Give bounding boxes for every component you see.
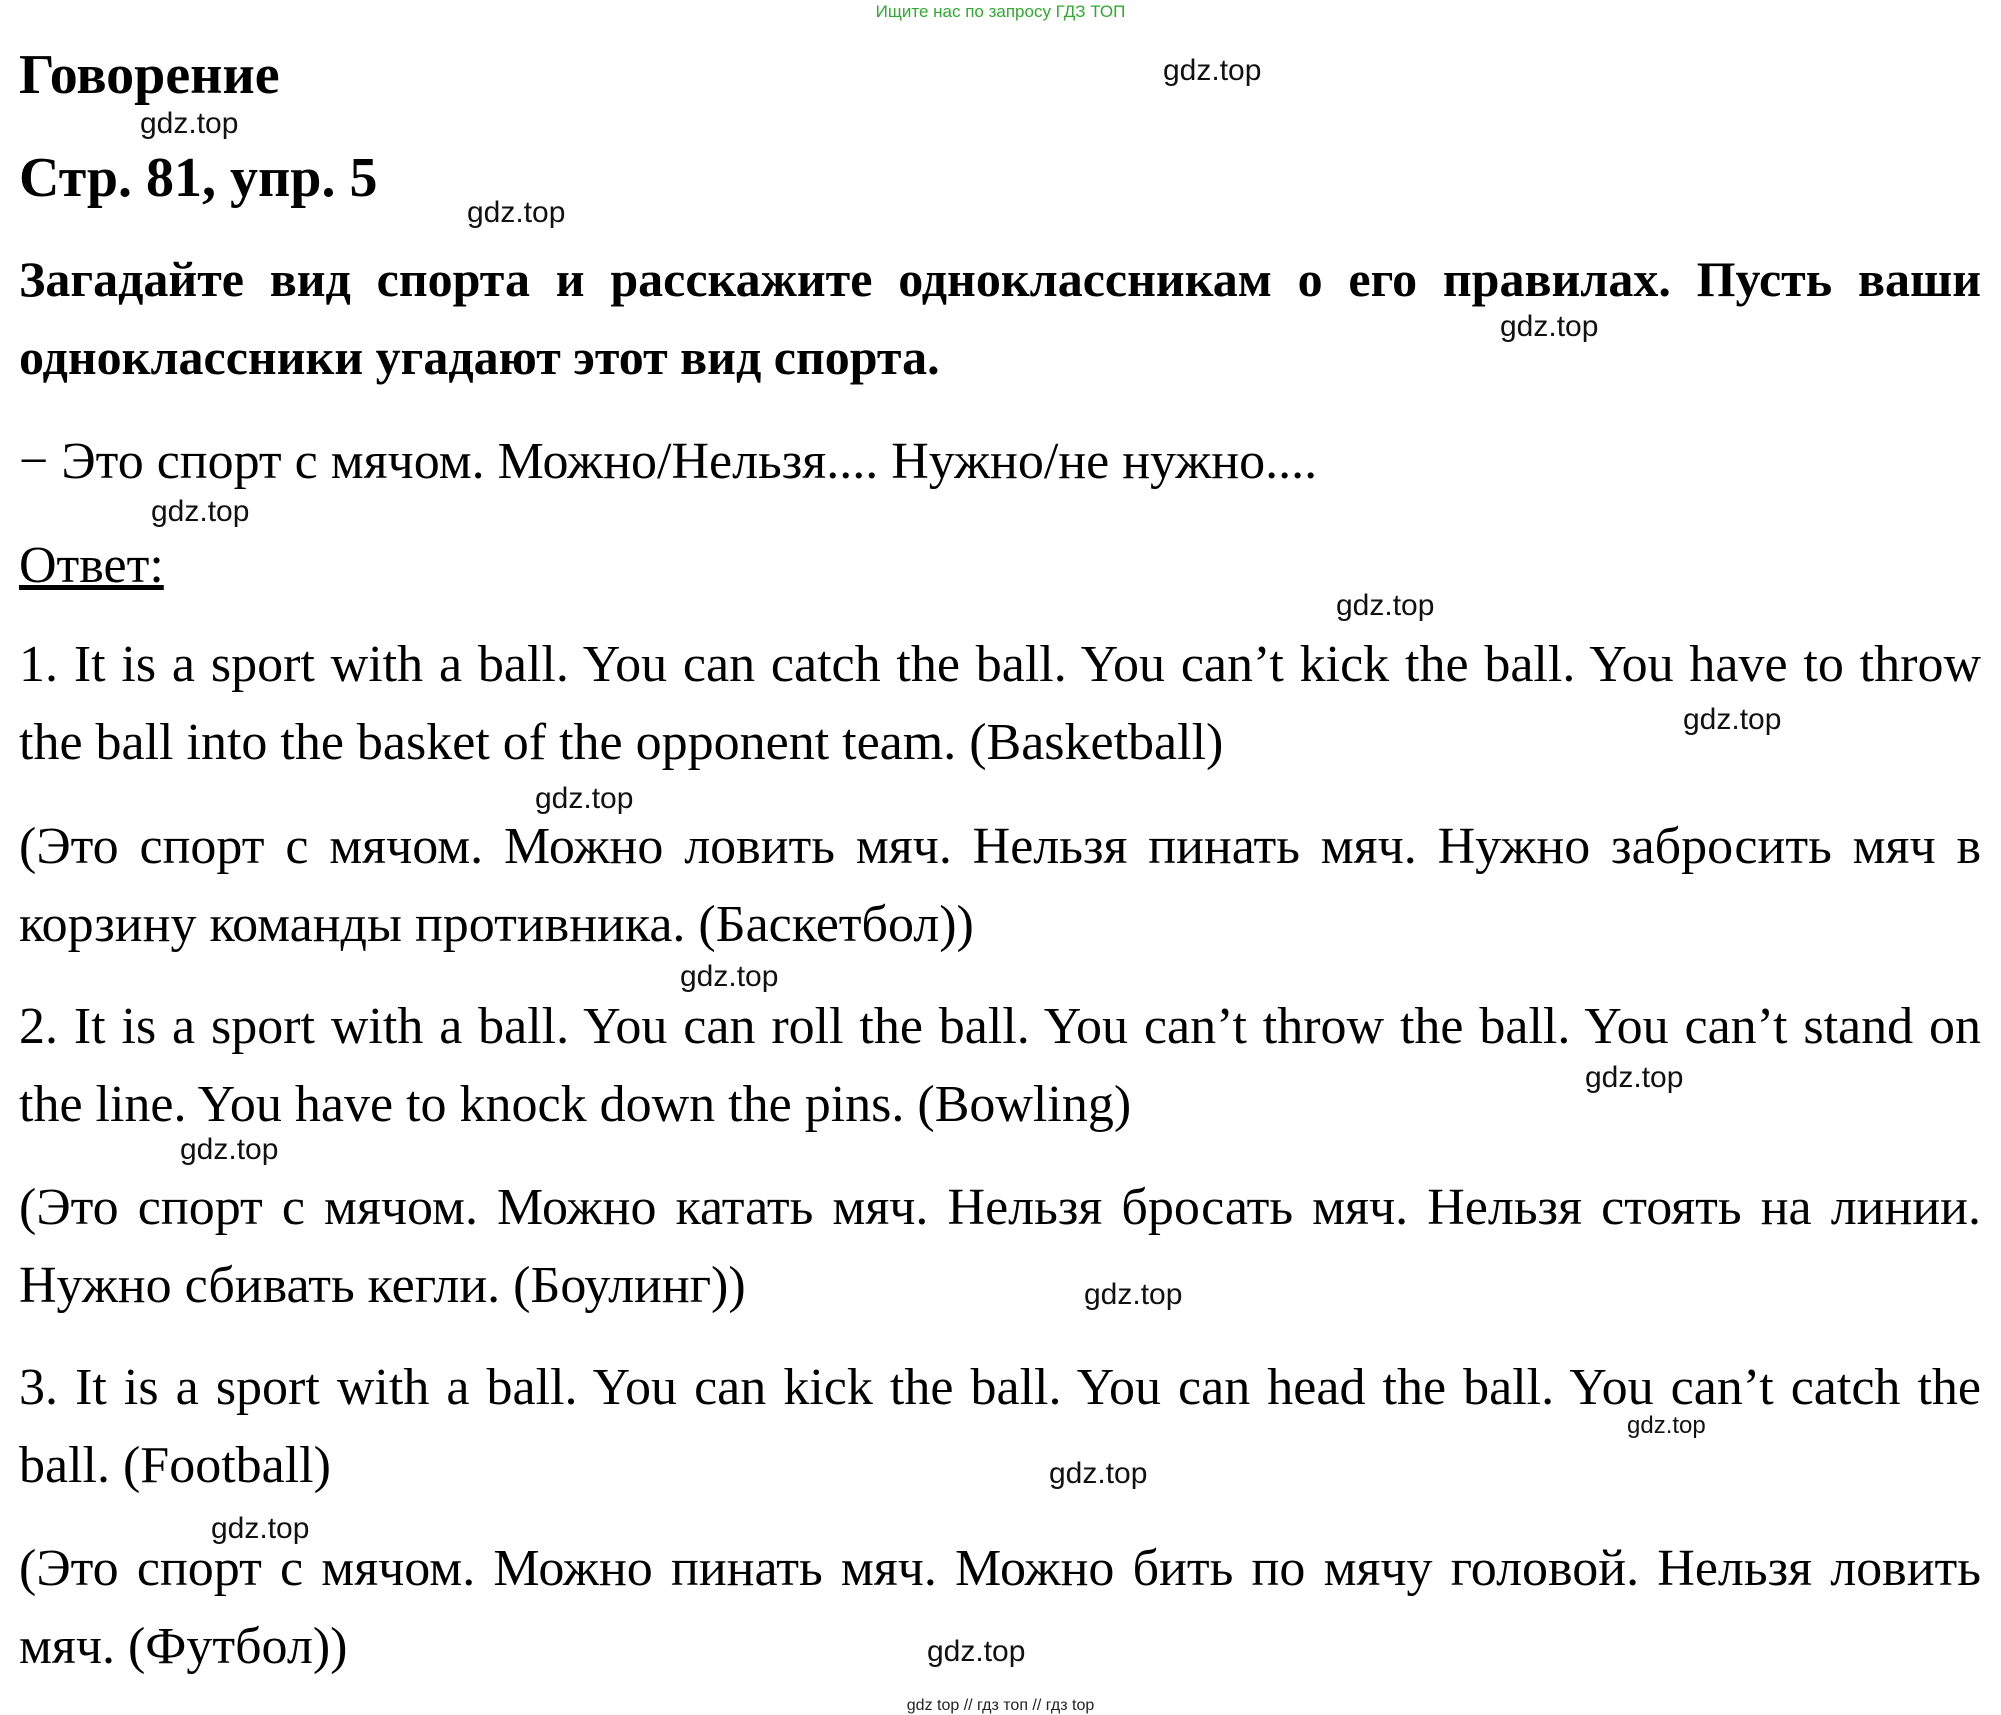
answer-2-russian: (Это спорт с мячом. Можно катать мяч. Нельзя бросать мяч. Нельзя стоять на линии. Нужно сбивать кегли. (Боулинг)) [19, 1179, 1981, 1314]
watermark: gdz.top [535, 782, 634, 815]
answer-2-english: 2. It is a sport with a ball. You can roll the ball. You can’t throw the ball. You can’t stand on the line. You have to knock down the pins. (Bowling) [19, 998, 1981, 1133]
watermark: gdz.top [1163, 54, 1262, 87]
page-reference: Стр. 81, упр. 5 [19, 147, 378, 209]
watermark: gdz.top [211, 1512, 310, 1545]
watermark: gdz.top [680, 960, 779, 993]
section-heading: Говорение [19, 44, 280, 106]
answer-label: Ответ: [19, 537, 164, 594]
watermark: gdz.top [1627, 1412, 1706, 1439]
watermark: gdz.top [151, 495, 250, 528]
answer-1-english: 1. It is a sport with a ball. You can catch the ball. You can’t kick the ball. You have to throw the ball into the basket of the opponent team. (Basketball) [19, 636, 1981, 771]
watermark: gdz.top [467, 196, 566, 229]
watermark: gdz.top [1585, 1061, 1684, 1094]
watermark: gdz.top [1336, 589, 1435, 622]
watermark: gdz.top [140, 107, 239, 140]
footer-watermark: gdz top // гдз топ // гдз top [906, 1697, 1095, 1714]
watermark: gdz.top [180, 1133, 279, 1166]
watermark: gdz.top [1500, 310, 1599, 343]
watermark: gdz.top [927, 1635, 1026, 1668]
watermark: gdz.top [1084, 1278, 1183, 1311]
exercise-instruction: Загадайте вид спорта и расскажите одноклассникам о его правилах. Пусть ваши одноклассники угадают этот вид спорта. [19, 251, 1981, 385]
answer-3-russian: (Это спорт с мячом. Можно пинать мяч. Можно бить по мячу головой. Нельзя ловить мяч. (Футбол)) [19, 1540, 1981, 1675]
answer-1-russian: (Это спорт с мячом. Можно ловить мяч. Нельзя пинать мяч. Нужно забросить мяч в корзину команды противника. (Баскетбол)) [19, 818, 1981, 953]
answer-3-english: 3. It is a sport with a ball. You can kick the ball. You can head the ball. You can’t catch the ball. (Football) [19, 1359, 1981, 1494]
exercise-prompt: − Это спорт с мячом. Можно/Нельзя.... Нужно/не нужно.... [19, 433, 1318, 490]
top-banner: Ищите нас по запросу ГДЗ ТОП [875, 2, 1126, 21]
watermark: gdz.top [1049, 1457, 1148, 1490]
watermark: gdz.top [1683, 703, 1782, 736]
